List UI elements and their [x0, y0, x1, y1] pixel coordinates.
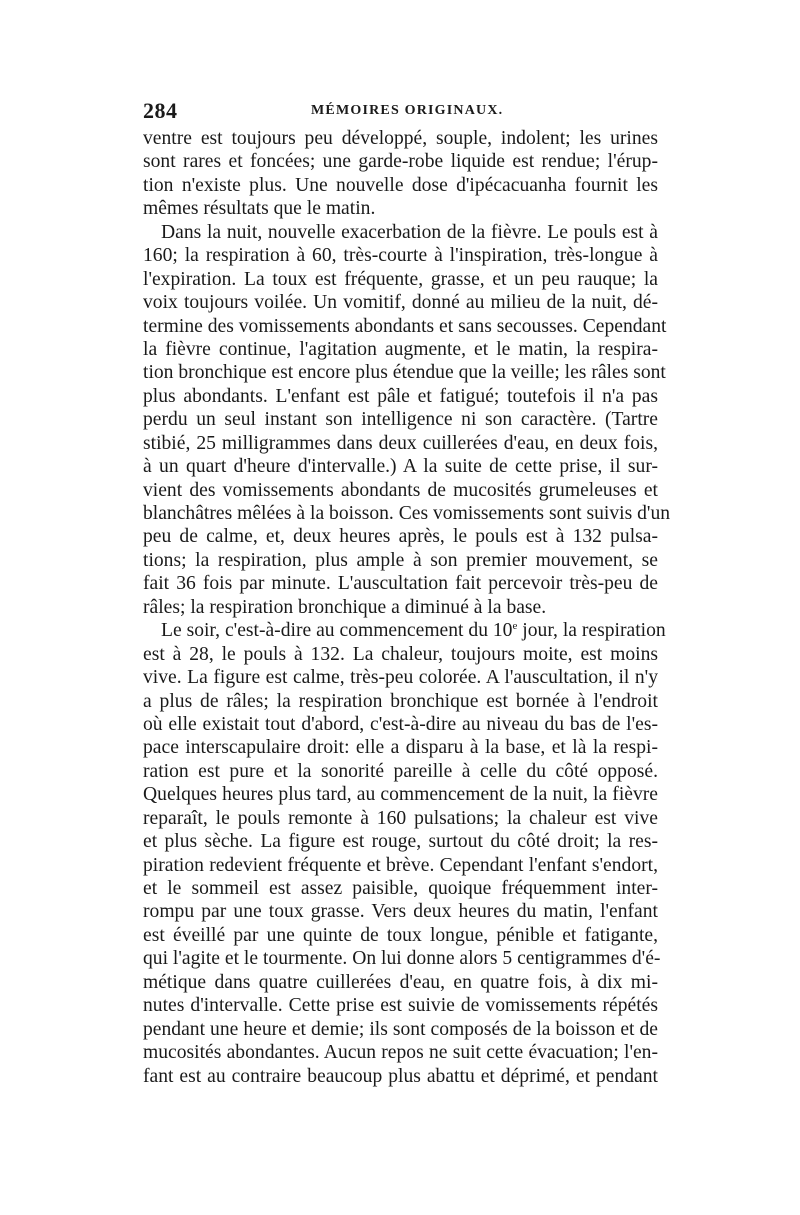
text-line: blanchâtres mêlées à la boisson. Ces vomissements sont suivis d'un	[143, 503, 671, 524]
line-text: jour, la respiration	[522, 620, 666, 642]
text-line: est à 28, le pouls à 132. La chaleur, toujours moite, est moins	[143, 643, 658, 665]
text-line: vient des vomissements abondants de mucosités grumeleuses et	[143, 479, 658, 501]
text-line: pendant une heure et demie; ils sont composés de la boisson et de	[143, 1018, 658, 1040]
ordinal-superscript: e	[512, 620, 518, 633]
text-line: tions; la respiration, plus ample à son premier mouvement, se	[143, 549, 658, 571]
page-number: 284	[143, 98, 178, 123]
text-line: vive. La figure est calme, très-peu colorée. A l'auscultation, il n'y	[143, 667, 658, 689]
text-line: termine des vomissements abondants et sans secousses. Cependant	[143, 315, 667, 337]
text-line: voix toujours voilée. Un vomitif, donné au milieu de la nuit, dé-	[143, 292, 658, 314]
text-line: a plus de râles; la respiration bronchique est bornée à l'endroit	[143, 690, 658, 712]
text-line: piration redevient fréquente et brève. Cependant l'enfant s'endort,	[143, 854, 658, 876]
line-text: Le soir, c'est-à-dire au commencement du 10	[161, 620, 513, 642]
text-line: fant est au contraire beaucoup plus abattu et déprimé, et pendant	[143, 1065, 658, 1087]
text-line: la fièvre continue, l'agitation augmente, et le matin, la respira-	[143, 338, 658, 360]
text-line: peu de calme, et, deux heures après, le pouls est à 132 pulsa-	[143, 526, 658, 548]
text-line: sont rares et foncées; une garde-robe liquide est rendue; l'érup-	[143, 151, 658, 173]
text-line: pace interscapulaire droit: elle a disparu à la base, et là la respi-	[143, 737, 658, 759]
text-line: fait 36 fois par minute. L'auscultation fait percevoir très-peu de	[143, 573, 658, 595]
text-line: à un quart d'heure d'intervalle.) A la suite de cette prise, il sur-	[143, 456, 658, 478]
text-line: perdu un seul instant son intelligence ni son caractère. (Tartre	[143, 409, 658, 431]
text-line: râles; la respiration bronchique a diminué à la base.	[143, 596, 547, 618]
text-line: où elle existait tout d'abord, c'est-à-dire au niveau du bas de l'es-	[143, 713, 658, 735]
text-line: ration est pure et la sonorité pareille à celle du côté opposé.	[143, 760, 658, 782]
paragraph-start-line	[143, 619, 666, 642]
running-title: MÉMOIRES ORIGINAUX.	[311, 103, 504, 118]
text-line: mêmes résultats que le matin.	[143, 198, 376, 220]
text-line: stibié, 25 milligrammes dans deux cuillerées d'eau, en deux fois,	[143, 432, 658, 454]
text-line: et le sommeil est assez paisible, quoique fréquemment inter-	[143, 878, 658, 899]
text-line: 160; la respiration à 60, très-courte à l'inspiration, très-longue à	[143, 245, 658, 267]
running-header	[143, 98, 658, 124]
text-line: nutes d'intervalle. Cette prise est suivie de vomissements répétés	[143, 995, 658, 1017]
text-line: plus abondants. L'enfant est pâle et fatigué; toutefois il n'a pas	[143, 385, 658, 407]
paragraph-start-line: Dans la nuit, nouvelle exacerbation de la fièvre. Le pouls est à	[161, 221, 658, 243]
text-line: l'expiration. La toux est fréquente, grasse, et un peu rauque; la	[143, 268, 658, 290]
body-text	[143, 127, 671, 1088]
text-line: mucosités abondantes. Aucun repos ne suit cette évacuation; l'en-	[143, 1042, 658, 1064]
text-line: tion bronchique est encore plus étendue que la veille; les râles sont	[143, 362, 666, 384]
text-line: et plus sèche. La figure est rouge, surtout du côté droit; la res-	[143, 831, 658, 853]
text-line: tion n'existe plus. Une nouvelle dose d'ipécacuanha fournit les	[143, 174, 658, 196]
text-line: Quelques heures plus tard, au commencement de la nuit, la fièvre	[143, 784, 658, 806]
text-line: ventre est toujours peu développé, souple, indolent; les urines	[143, 128, 658, 149]
text-line: métique dans quatre cuillerées d'eau, en quatre fois, à dix mi-	[143, 971, 658, 993]
text-line: qui l'agite et le tourmente. On lui donne alors 5 centigrammes d'é-	[143, 948, 661, 970]
text-line: rompu par une toux grasse. Vers deux heures du matin, l'enfant	[143, 901, 658, 923]
text-line: est éveillé par une quinte de toux longue, pénible et fatigante,	[143, 924, 658, 946]
text-line: reparaît, le pouls remonte à 160 pulsations; la chaleur est vive	[143, 807, 658, 829]
